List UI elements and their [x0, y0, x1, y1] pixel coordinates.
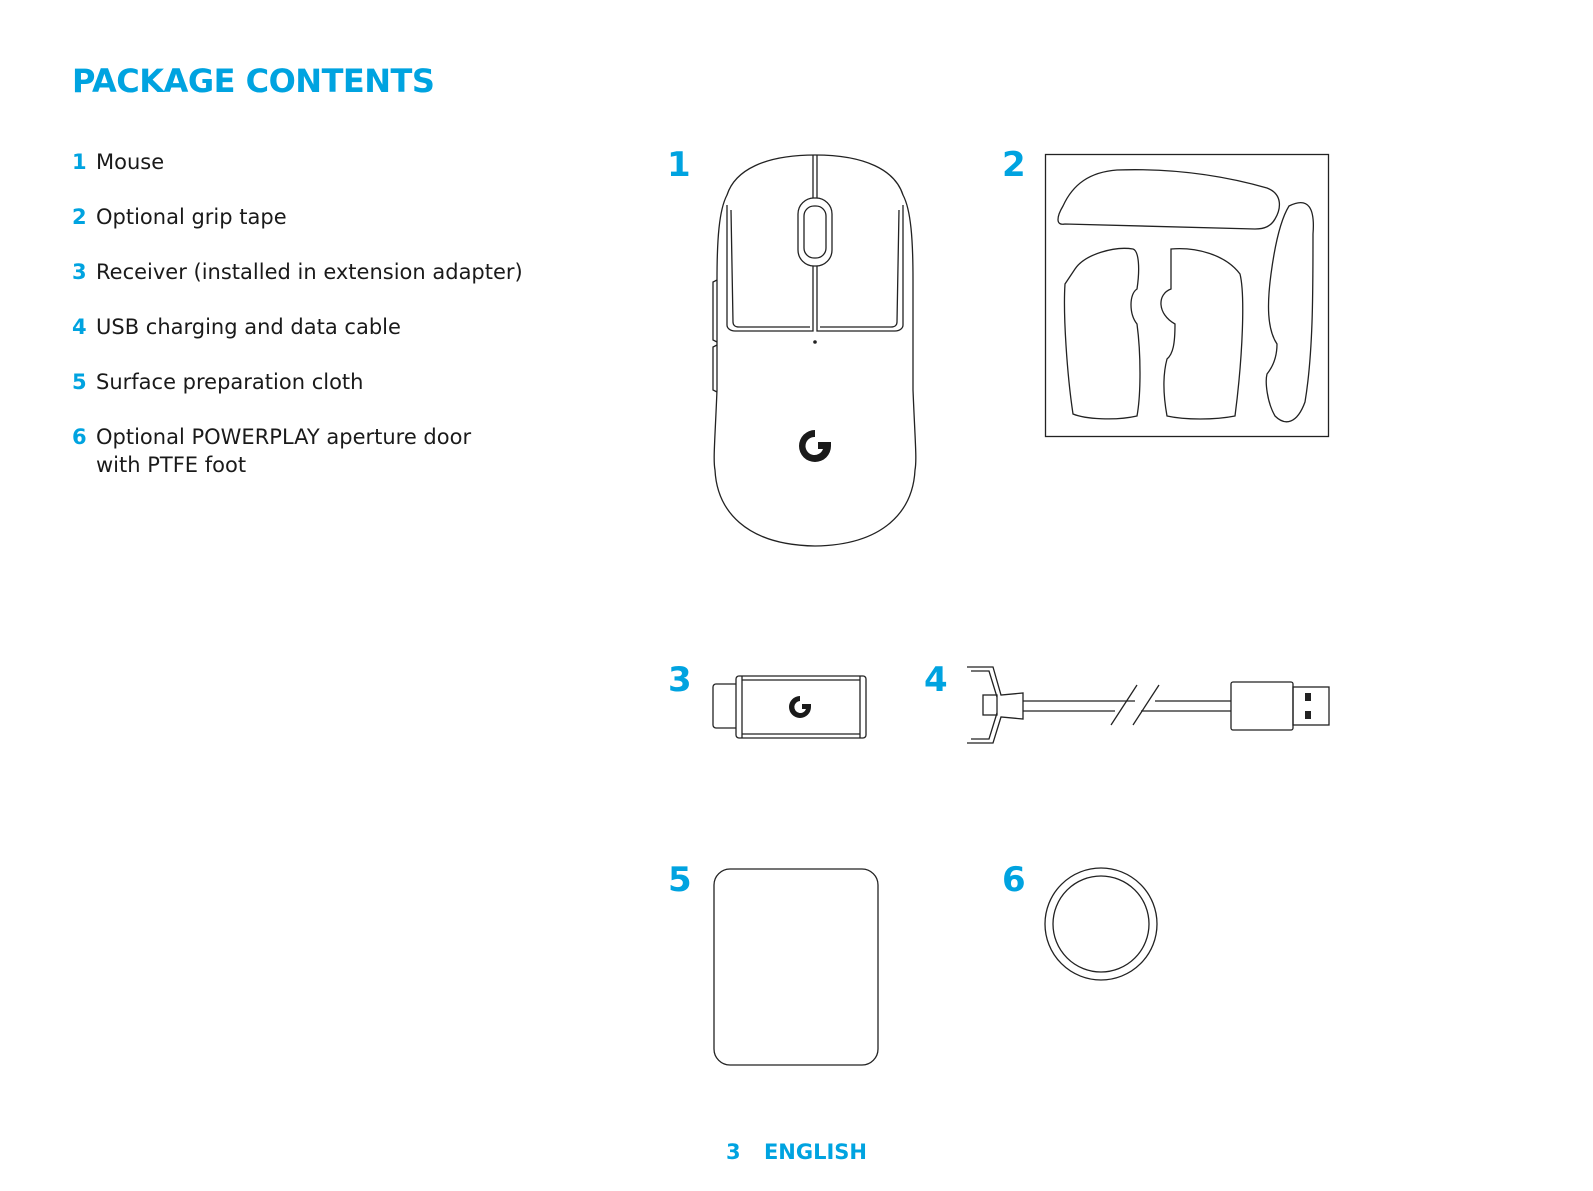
page-title: PACKAGE CONTENTS — [72, 62, 435, 100]
item-label: Surface preparation cloth — [96, 370, 364, 394]
cleaning-cloth-illustration — [713, 868, 881, 1068]
logitech-g-logo-icon — [799, 430, 831, 462]
list-item — [72, 368, 592, 396]
item-number: 4 — [72, 315, 87, 339]
package-contents-list — [72, 148, 592, 506]
list-item — [72, 148, 592, 176]
usb-cable-illustration — [965, 665, 1335, 750]
item-label: USB charging and data cable — [96, 315, 401, 339]
item-number: 6 — [72, 425, 87, 449]
list-item — [72, 423, 592, 479]
illustration-number-5: 5 — [668, 860, 692, 900]
list-item — [72, 203, 592, 231]
illustration-number-2: 2 — [1002, 145, 1026, 185]
item-label: Receiver (installed in extension adapter) — [96, 260, 523, 284]
illustration-number-6: 6 — [1002, 860, 1026, 900]
item-label: Optional POWERPLAY aperture door with PTFE foot — [96, 425, 472, 477]
illustration-number-3: 3 — [668, 660, 692, 700]
item-number: 1 — [72, 150, 87, 174]
mouse-illustration — [705, 150, 925, 550]
grip-tape-illustration — [1045, 154, 1330, 438]
list-item — [72, 313, 592, 341]
language-label: ENGLISH — [763, 1140, 867, 1164]
item-label: Mouse — [96, 150, 165, 174]
page-footer — [0, 1140, 1593, 1164]
item-number: 3 — [72, 260, 87, 284]
illustration-number-1: 1 — [667, 145, 691, 185]
illustration-number-4: 4 — [924, 660, 948, 700]
receiver-illustration — [712, 674, 872, 742]
list-item — [72, 258, 592, 286]
page-number: 3 — [726, 1140, 741, 1164]
item-number: 2 — [72, 205, 87, 229]
aperture-door-illustration — [1043, 867, 1163, 987]
item-label: Optional grip tape — [96, 205, 287, 229]
item-number: 5 — [72, 370, 87, 394]
